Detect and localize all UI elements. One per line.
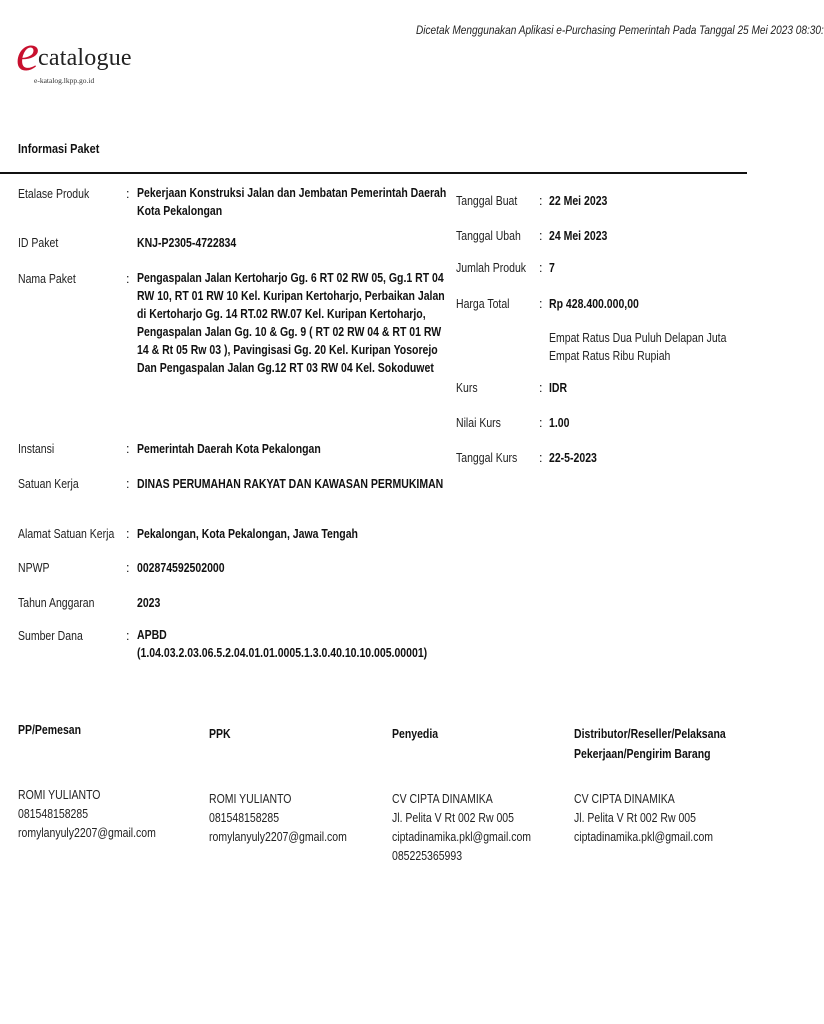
instansi-label: Instansi <box>18 442 55 456</box>
party-phone: 081548158285 <box>209 811 280 825</box>
sumber-dana-line: (1.04.03.2.03.06.5.2.04.01.01.0005.1.3.0.40.10.10.005.00001) <box>137 646 428 660</box>
nama-paket-label: Nama Paket <box>18 272 76 286</box>
npwp-value: 002874592502000 <box>137 561 225 575</box>
harga-words-line: Empat Ratus Dua Puluh Delapan Juta <box>549 331 727 345</box>
etalase-line: Kota Pekalongan <box>137 204 223 218</box>
party-heading-ppk <box>209 724 231 744</box>
tanggal-kurs-colon: : <box>539 451 543 465</box>
etalase-value <box>137 184 446 220</box>
nama-paket-line: Pengaspalan Jalan Kertoharjo Gg. 6 RT 02 RW 05, Gg.1 RT 04 <box>137 271 444 285</box>
party-heading-penyedia <box>392 724 438 744</box>
harga-total-colon: : <box>539 297 543 311</box>
party-heading-line: Penyedia <box>392 727 439 741</box>
instansi-value: Pemerintah Daerah Kota Pekalongan <box>137 442 321 456</box>
sumber-dana-value <box>137 626 427 662</box>
tanggal-ubah-value: 24 Mei 2023 <box>549 229 608 243</box>
jumlah-produk-colon: : <box>539 261 543 275</box>
tanggal-kurs-label: Tanggal Kurs <box>456 451 518 465</box>
party-email: ciptadinamika.pkl@gmail.com <box>574 830 714 844</box>
npwp-colon: : <box>126 561 130 575</box>
tanggal-buat-value: 22 Mei 2023 <box>549 194 608 208</box>
etalase-line: Pekerjaan Konstruksi Jalan dan Jembatan Pemerintah Daerah <box>137 186 447 200</box>
nilai-kurs-colon: : <box>539 416 543 430</box>
kurs-value: IDR <box>549 381 568 395</box>
kurs-label: Kurs <box>456 381 478 395</box>
nama-paket-line: 14 & Rt 05 Rw 03 ), Pavingisasi Gg. 20 Kel. Kuripan Yosorejo <box>137 343 438 357</box>
party-heading-line: Distributor/Reseller/Pelaksana <box>574 727 726 741</box>
satuan-kerja-label: Satuan Kerja <box>18 477 79 491</box>
nama-paket-colon: : <box>126 272 130 286</box>
nama-paket-line: di Kertoharjo Gg. 14 RT.02 RW.07 Kel. Kuripan Kertoharjo, <box>137 307 426 321</box>
party-heading-line: PPK <box>209 727 231 741</box>
tahun-anggaran-label: Tahun Anggaran <box>18 596 95 610</box>
jumlah-produk-value: 7 <box>549 261 555 275</box>
sumber-dana-line: APBD <box>137 628 167 642</box>
printed-timestamp-note: Dicetak Menggunakan Aplikasi e-Purchasing Pemerintah Pada Tanggal 25 Mei 2023 08:30: <box>416 23 824 37</box>
party-address: Jl. Pelita V Rt 002 Rw 005 <box>574 811 696 825</box>
party-name: ROMI YULIANTO <box>209 792 292 806</box>
section-title: Informasi Paket <box>18 141 100 156</box>
party-email: ciptadinamika.pkl@gmail.com <box>392 830 532 844</box>
sumber-dana-label: Sumber Dana <box>18 629 83 643</box>
party-heading-pp-pemesan <box>18 720 81 740</box>
ecatalogue-logo <box>16 25 132 94</box>
party-details-ppk <box>209 790 347 847</box>
instansi-colon: : <box>126 442 130 456</box>
logo-url: e-katalog.lkpp.go.id <box>34 76 95 85</box>
party-address: Jl. Pelita V Rt 002 Rw 005 <box>392 811 514 825</box>
etalase-colon: : <box>126 187 130 201</box>
party-heading-line: Pekerjaan/Pengirim Barang <box>574 747 711 761</box>
npwp-label: NPWP <box>18 561 50 575</box>
party-name: ROMI YULIANTO <box>18 788 101 802</box>
nilai-kurs-value: 1.00 <box>549 416 570 430</box>
logo-letter: e <box>16 25 40 82</box>
harga-words-line: Empat Ratus Ribu Rupiah <box>549 349 671 363</box>
party-phone: 085225365993 <box>392 849 463 863</box>
tanggal-kurs-value: 22-5-2023 <box>549 451 597 465</box>
alamat-value: Pekalongan, Kota Pekalongan, Jawa Tengah <box>137 527 358 541</box>
party-phone: 081548158285 <box>18 807 89 821</box>
party-details-penyedia <box>392 790 531 866</box>
alamat-colon: : <box>126 527 130 541</box>
satuan-kerja-colon: : <box>126 477 130 491</box>
party-details-pp-pemesan <box>18 786 156 843</box>
tanggal-buat-label: Tanggal Buat <box>456 194 518 208</box>
tahun-anggaran-value: 2023 <box>137 596 161 610</box>
party-heading-line: PP/Pemesan <box>18 723 82 737</box>
party-name: CV CIPTA DINAMIKA <box>392 792 493 806</box>
tanggal-ubah-colon: : <box>539 229 543 243</box>
etalase-label: Etalase Produk <box>18 187 90 201</box>
harga-total-words <box>549 329 726 365</box>
party-name: CV CIPTA DINAMIKA <box>574 792 675 806</box>
harga-total-value: Rp 428.400.000,00 <box>549 297 639 311</box>
id-paket-label: ID Paket <box>18 236 59 250</box>
logo-wordmark: catalogue <box>38 45 132 71</box>
nilai-kurs-label: Nilai Kurs <box>456 416 501 430</box>
nama-paket-line: RW 10, RT 01 RW 10 Kel. Kuripan Kertoharjo, Perbaikan Jalan <box>137 289 445 303</box>
jumlah-produk-label: Jumlah Produk <box>456 261 527 275</box>
id-paket-value: KNJ-P2305-4722834 <box>137 236 237 250</box>
party-heading-distributor <box>574 724 726 764</box>
sumber-dana-colon: : <box>126 629 130 643</box>
tanggal-ubah-label: Tanggal Ubah <box>456 229 521 243</box>
nama-paket-line: Pengaspalan Jalan Gg. 10 & Gg. 9 ( RT 02 RW 04 & RT 01 RW <box>137 325 442 339</box>
party-details-distributor <box>574 790 713 847</box>
tanggal-buat-colon: : <box>539 194 543 208</box>
satuan-kerja-value: DINAS PERUMAHAN RAKYAT DAN KAWASAN PERMUKIMAN <box>137 477 444 491</box>
nama-paket-line: Dan Pengaspalan Jalan Gg.12 RT 03 RW 04 Kel. Sokoduwet <box>137 361 434 375</box>
kurs-colon: : <box>539 381 543 395</box>
nama-paket-value <box>137 269 445 377</box>
section-divider <box>0 172 747 174</box>
party-email: romylanyuly2207@gmail.com <box>209 830 347 844</box>
party-email: romylanyuly2207@gmail.com <box>18 826 156 840</box>
harga-total-label: Harga Total <box>456 297 510 311</box>
alamat-label: Alamat Satuan Kerja <box>18 527 115 541</box>
